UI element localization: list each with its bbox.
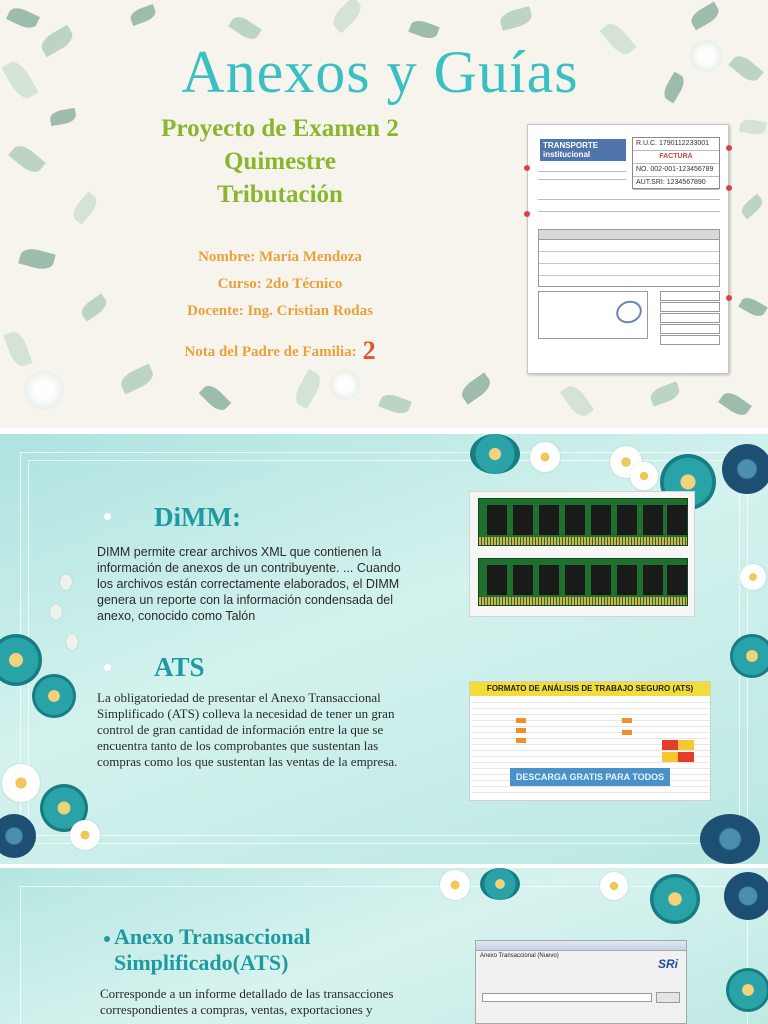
bud-decoration: [50, 604, 62, 620]
subtitle-line: Tributación: [217, 181, 343, 208]
flower-decoration: [600, 872, 628, 900]
flower-decoration: [740, 564, 766, 590]
subtitle-line: Quimestre: [223, 148, 336, 175]
flower-decoration: [32, 674, 76, 718]
bullet-icon: [104, 513, 111, 520]
flower-decoration: [330, 370, 360, 400]
teacher: Docente: Ing. Cristian Rodas: [187, 303, 373, 319]
ats-heading: ATS: [154, 652, 205, 682]
leaf-decoration: [688, 2, 722, 31]
student-name: Nombre: María Mendoza: [198, 249, 362, 265]
invoice-line: [538, 171, 626, 172]
course: Curso: 2do Técnico: [217, 276, 343, 292]
leaf-decoration: [8, 141, 46, 177]
leaf-decoration: [6, 4, 40, 31]
invoice-aut: [633, 177, 719, 190]
parent-note-value: 2: [362, 336, 376, 365]
flower-decoration: [440, 870, 470, 900]
subtitle-line: Proyecto de Examen 2: [161, 115, 399, 142]
leaf-decoration: [118, 364, 156, 395]
marker-dot: [524, 211, 530, 217]
flower-decoration: [730, 634, 768, 678]
leaf-decoration: [49, 108, 77, 126]
bud-decoration: [66, 634, 78, 650]
invoice-ruc: [633, 138, 719, 151]
leaf-decoration: [648, 381, 682, 406]
flower-decoration: [70, 820, 100, 850]
leaf-decoration: [128, 4, 157, 26]
file-path-field: [482, 993, 652, 1002]
leaf-decoration: [329, 0, 366, 33]
dimm-heading: DiMM:: [154, 502, 241, 532]
leaf-decoration: [718, 389, 752, 419]
leaf-decoration: [739, 194, 766, 219]
invoice-items-table: [538, 229, 720, 287]
heading-line: Anexo Transaccional: [114, 924, 311, 949]
leaf-decoration: [3, 329, 32, 369]
bullet-icon: [104, 936, 110, 942]
marker-dot: [524, 165, 530, 171]
parent-note: [120, 336, 440, 366]
presentation-title: Anexos y Guías: [181, 39, 579, 105]
flower-decoration: [0, 814, 36, 858]
marker-dot: [726, 185, 732, 191]
window-title: Anexo Transaccional (Nuevo): [480, 953, 559, 959]
flower-decoration: [700, 814, 760, 864]
browse-button: [656, 992, 680, 1003]
leaf-decoration: [560, 382, 594, 420]
parent-note-label: Nota del Padre de Familia:: [184, 344, 357, 360]
invoice-aut-value: 1234567890: [666, 179, 706, 186]
dimm-text: DIMM permite crear archivos XML que contienen la información de anexos de un contribuyente. ... Cuando los archivos están correctamente elaborados, el DIMM genera un reporte con la información condensada del anexo, conocido como Talón: [97, 545, 401, 623]
invoice-totals: [660, 291, 720, 345]
flower-decoration: [2, 764, 40, 802]
flower-decoration: [650, 874, 700, 924]
invoice-ruc-value: 1790112233001: [658, 140, 710, 147]
invoice-ruc-label: R.U.C.: [636, 140, 657, 147]
invoice-logo: TRANSPORTE institucional: [540, 139, 626, 161]
invoice-line: [538, 199, 720, 200]
text-line: Corresponde a un informe detallado de las transacciones: [100, 986, 394, 1001]
ats-section-text: [100, 986, 430, 1018]
ram-stick: [478, 558, 688, 606]
ats-text: La obligatoriedad de presentar el Anexo Transaccional Simplificado (ATS) colleva la necesidad de tener un gran control de gran cantidad de información entre la que se encuentra tanto de los comprobantes que sustentan las compras como los que sustentan las ventas de la empresa.: [97, 690, 398, 769]
dimm-memory-image: [469, 491, 695, 617]
leaf-decoration: [18, 246, 56, 272]
ats-form-image: [469, 681, 711, 801]
bud-decoration: [60, 574, 72, 590]
invoice-aut-label: AUT.SRI:: [636, 179, 665, 186]
leaf-decoration: [291, 369, 325, 409]
leaf-decoration: [458, 372, 494, 404]
leaf-decoration: [739, 118, 767, 136]
leaf-decoration: [738, 294, 768, 319]
invoice-header-box: [632, 137, 720, 189]
flower-decoration: [470, 434, 520, 474]
ram-stick: [478, 498, 688, 546]
invoice-line: [538, 211, 720, 212]
leaf-decoration: [78, 293, 110, 321]
flower-decoration: [724, 872, 768, 920]
leaf-decoration: [498, 6, 533, 31]
sri-logo: SRi: [657, 957, 678, 971]
ats-section-heading: [114, 924, 311, 976]
invoice-number: NO. 002-001-123456789: [633, 164, 719, 177]
flower-decoration: [480, 868, 520, 900]
invoice-image: [527, 124, 729, 374]
download-banner: DESCARGA GRATIS PARA TODOS: [510, 768, 670, 786]
sri-window-image: [475, 940, 687, 1024]
ats-form-header: FORMATO DE ANÁLISIS DE TRABAJO SEGURO (ATS): [470, 682, 710, 696]
leaf-decoration: [378, 391, 412, 416]
cover-slide: [0, 0, 768, 428]
flower-decoration: [630, 462, 658, 490]
marker-dot: [726, 295, 732, 301]
marker-dot: [726, 145, 732, 151]
invoice-line: [538, 179, 626, 180]
text-line: correspondientes a compras, ventas, exportaciones y: [100, 1002, 373, 1017]
window-titlebar: [476, 941, 686, 951]
flower-decoration: [722, 444, 768, 494]
flower-decoration: [24, 370, 64, 410]
flower-decoration: [530, 442, 560, 472]
flower-decoration: [726, 968, 768, 1012]
leaf-decoration: [199, 382, 232, 415]
bullet-icon: [104, 664, 111, 671]
invoice-type: FACTURA: [633, 151, 719, 164]
heading-line: Simplificado(ATS): [114, 950, 289, 975]
